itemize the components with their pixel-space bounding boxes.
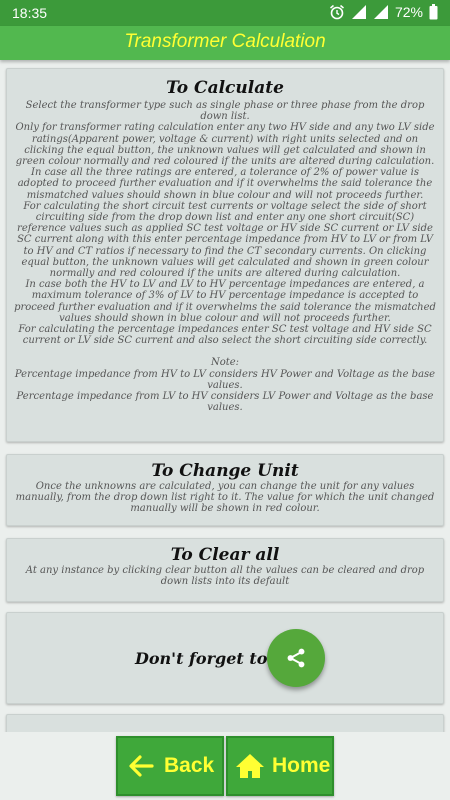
note-item: Percentage impedance from LV to HV considers LV Power and Voltage as the base values. [16, 391, 434, 414]
calculate-paragraph: In case all the three ratings are entered, a tolerance of 2% of power value is adopted to proceed further evaluation and if it overwhelms the said tolerance the mismatched values should shown in blue colour and will not proceeds further. [17, 167, 433, 201]
share-card [6, 612, 444, 704]
calculate-paragraph: Select the transformer type such as single phase or three phase from the drop down list. [25, 100, 425, 123]
bottom-bar [0, 732, 450, 800]
note-item: Percentage impedance from HV to LV considers HV Power and Voltage as the base values. [14, 368, 436, 391]
battery-icon [429, 4, 438, 20]
arrow-left-icon [128, 753, 154, 779]
home-button[interactable] [226, 736, 334, 796]
change-unit-card [6, 454, 444, 526]
app-bar [0, 26, 450, 60]
calculate-paragraph: In case both the HV to LV and LV to HV percentage impedances are entered, a maximum tolerance of 3% of LV to HV percentage impedance is accepted to proceed further evaluation and if it overwhelms the said tolerance the mismatched values should shown in blue colour and will not proceeds further. [14, 279, 436, 324]
status-icons [329, 4, 438, 20]
more-card [6, 714, 444, 732]
status-time: 18:35 [12, 5, 48, 21]
battery-percent: 72% [394, 4, 423, 20]
back-button[interactable] [116, 736, 224, 796]
app-title: Transformer Calculation [124, 31, 326, 52]
calculate-paragraph: For calculating the percentage impedances enter SC test voltage and HV side SC current or LV side SC current and also select the short circuiting side correctly. [18, 324, 432, 347]
status-bar [0, 0, 450, 26]
change-unit-title: To Change Unit [151, 461, 299, 481]
home-label: Home [272, 754, 331, 777]
home-icon [235, 752, 265, 780]
change-unit-text: Once the unknowns are calculated, you can change the unit for any values manually, from the drop down list right to it. The value for which the unit changed manually will be shown in red colour. [15, 481, 435, 515]
clear-all-text: At any instance by clicking clear button all the values can be cleared and drop down lists into its default [25, 565, 425, 588]
share-icon [285, 647, 307, 669]
signal-icon [351, 4, 367, 20]
share-prompt: Don't forget to [135, 649, 268, 668]
clear-all-title: To Clear all [170, 545, 280, 565]
calculate-card [6, 68, 444, 442]
back-label: Back [164, 754, 215, 777]
calculate-title: To Calculate [166, 78, 284, 98]
note-label: Note: [210, 357, 240, 369]
alarm-icon [329, 4, 345, 20]
calculate-paragraph: Only for transformer rating calculation enter any two HV side and any two LV side ratings(Apparent power, voltage & current) with right units selected and on clicking the equal button, the unknown values will get calculated and shown in green colour normally and red coloured if the units are altered during calculation. [15, 122, 435, 168]
calculate-paragraph: For calculating the short circuit test currents or voltage select the side of short circuiting side from the drop down list and enter any one short circuit(SC) reference values such as applied SC test voltage or HV side SC current or LV side SC current along with this enter percentage impedance from HV to LV or from LV to HV and CT ratios if necessary to find the CT secondary currents. On clicking equal button, the unknown values will get calculated and shown in green colour normally and red coloured if the units are altered during calculation. [17, 200, 433, 280]
clear-all-card [6, 538, 444, 602]
share-button[interactable] [267, 629, 325, 687]
signal-icon-2 [373, 4, 389, 20]
help-content[interactable] [0, 60, 450, 732]
